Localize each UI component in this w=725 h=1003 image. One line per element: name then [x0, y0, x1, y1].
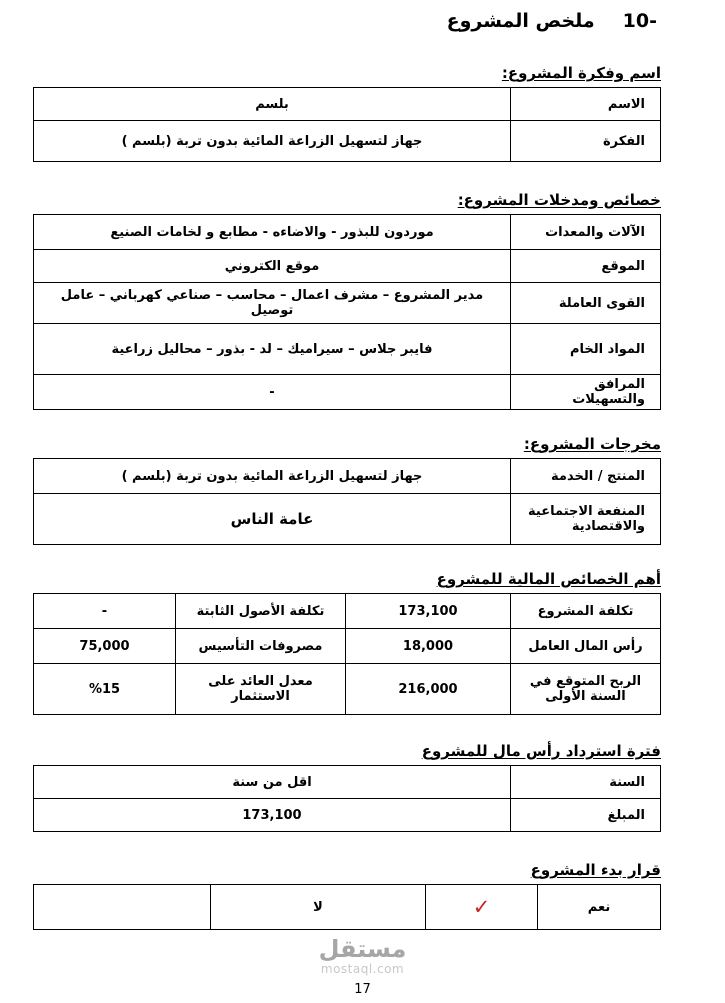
row-value: موردون للبذور - والاضاءه - مطابع و لخامات الصنيع: [34, 215, 511, 250]
document-title: [33, 10, 661, 32]
table-row: [34, 324, 661, 375]
row-label: القوى العاملة: [511, 283, 661, 324]
row-label: الاسم: [511, 88, 661, 121]
table-row: [34, 885, 661, 930]
row-value: جهاز لتسهيل الزراعة المائية بدون تربة (بلسم ): [34, 121, 511, 162]
row-value: اقل من سنة: [34, 766, 511, 799]
title-text: ملخص المشروع: [446, 10, 595, 32]
row-label: المبلغ: [511, 799, 661, 832]
table-row: [34, 494, 661, 545]
row-label: السنة: [511, 766, 661, 799]
table-row: [34, 215, 661, 250]
financial-table: [33, 593, 661, 715]
table-row: [34, 594, 661, 629]
row-value: 18,000: [346, 629, 511, 664]
decision-no-label: لا: [211, 885, 426, 930]
row-value: فايبر جلاس – سيراميك – لد - بذور – محاليل زراعية: [34, 324, 511, 375]
table-row: [34, 88, 661, 121]
row-value: -: [34, 375, 511, 410]
name-idea-table: [33, 87, 661, 162]
title-number: 10-: [622, 10, 657, 32]
decision-table: [33, 884, 661, 930]
row-label: معدل العائد على الاستثمار: [176, 664, 346, 715]
row-value: جهاز لتسهيل الزراعة المائية بدون تربة (بلسم ): [34, 459, 511, 494]
row-value: مدير المشروع – مشرف اعمال – محاسب – صناعي كهرباني – عامل توصيل: [34, 283, 511, 324]
row-value: 173,100: [346, 594, 511, 629]
payback-table: [33, 765, 661, 832]
table-row: [34, 121, 661, 162]
row-label: رأس المال العامل: [511, 629, 661, 664]
row-label: المرافق والتسهيلات: [511, 375, 661, 410]
table-row: [34, 799, 661, 832]
table-row: [34, 629, 661, 664]
section-heading-payback: فترة استرداد رأس مال للمشروع: [421, 742, 661, 760]
watermark-logo: مستقل: [318, 935, 407, 963]
yes-check-mark: ✓: [426, 885, 538, 930]
row-value: 216,000: [346, 664, 511, 715]
inputs-table: [33, 214, 661, 410]
row-value: بلسم: [34, 88, 511, 121]
row-value: -: [34, 594, 176, 629]
row-label: الموقع: [511, 250, 661, 283]
row-value: 75,000: [34, 629, 176, 664]
watermark-domain: mostaql.com: [320, 962, 405, 977]
row-label: المواد الخام: [511, 324, 661, 375]
row-label: مصروفات التأسيس: [176, 629, 346, 664]
table-row: [34, 283, 661, 324]
table-row: [34, 375, 661, 410]
section-heading-decision: قرار بدء المشروع: [530, 861, 661, 879]
decision-no-value: [34, 885, 211, 930]
outputs-table: [33, 458, 661, 545]
section-heading-outputs: مخرجات المشروع:: [523, 435, 661, 453]
row-label: الفكرة: [511, 121, 661, 162]
row-label: الآلات والمعدات: [511, 215, 661, 250]
row-value: 173,100: [34, 799, 511, 832]
row-label: تكلفة المشروع: [511, 594, 661, 629]
row-label: الربح المتوقع في السنة الأولى: [511, 664, 661, 715]
table-row: [34, 664, 661, 715]
row-label: تكلفة الأصول الثابتة: [176, 594, 346, 629]
table-row: [34, 459, 661, 494]
section-heading-inputs: خصائص ومدخلات المشروع:: [457, 191, 661, 209]
watermark: [319, 936, 407, 976]
row-value: عامة الناس: [34, 494, 511, 545]
row-label: المنفعة الاجتماعية والاقتصادية: [511, 494, 661, 545]
page-number: 17: [354, 982, 371, 997]
row-value: موقع الكتروني: [34, 250, 511, 283]
section-heading-financial: أهم الخصائص المالية للمشروع: [436, 570, 661, 588]
table-row: [34, 766, 661, 799]
decision-yes-label: نعم: [538, 885, 661, 930]
row-label: المنتج / الخدمة: [511, 459, 661, 494]
section-heading-name-idea: اسم وفكرة المشروع:: [501, 64, 661, 82]
table-row: [34, 250, 661, 283]
row-value: %15: [34, 664, 176, 715]
